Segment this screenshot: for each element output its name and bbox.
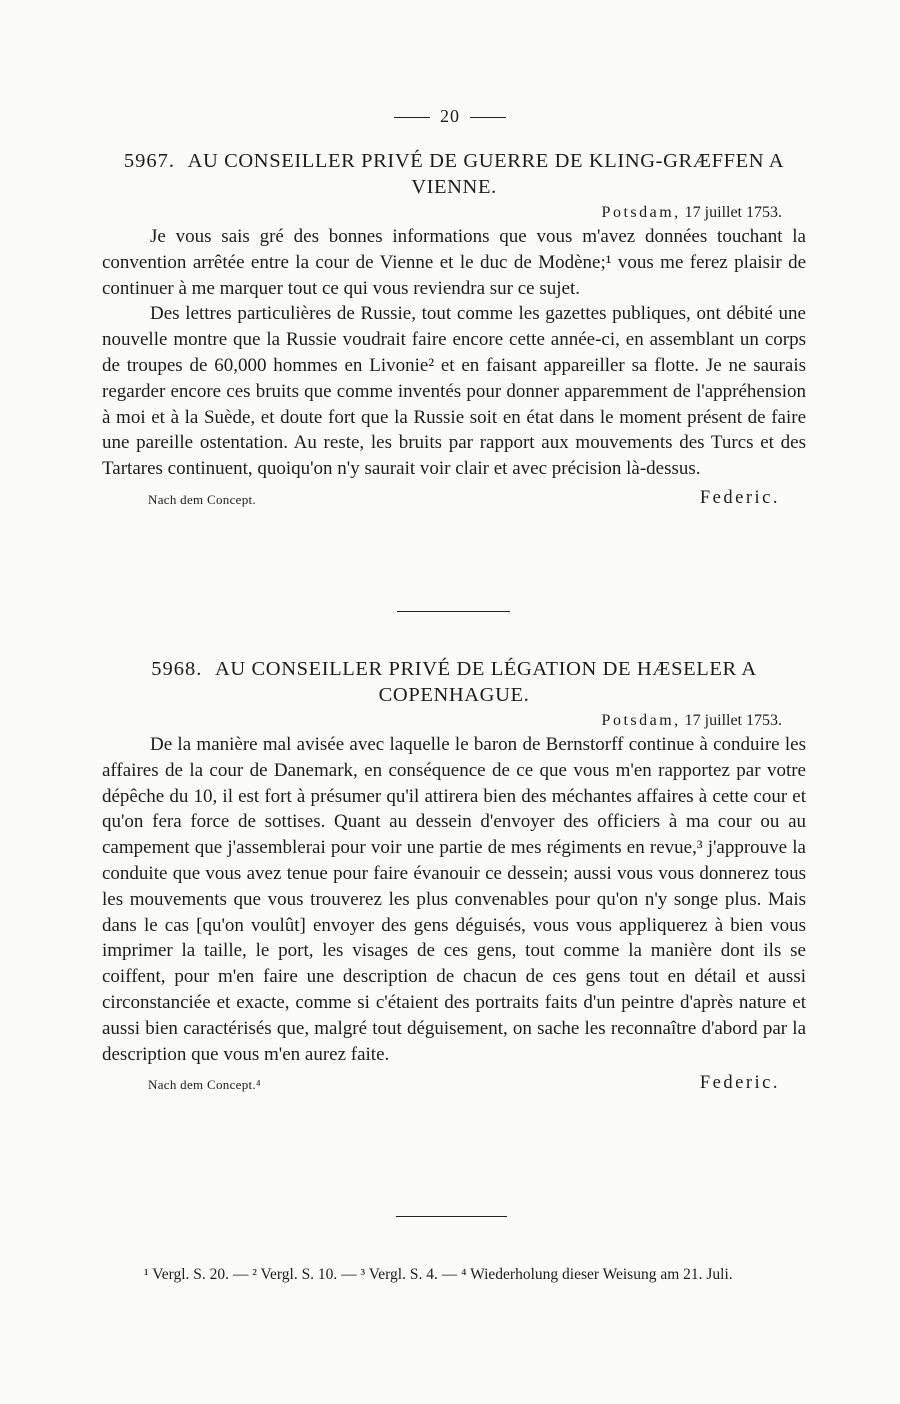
page-number-dash-left	[394, 117, 430, 118]
dateline-place: Potsdam,	[601, 204, 681, 221]
letter-paragraph: De la manière mal avisée avec laquelle le baron de Bernstorff continue à conduire les affaires de la cour de Danemark, en conséquence de ce que vous m'en rapportez par votre dépêche du 10, il est fort à présumer qu'il attirera bien des méchantes affaires à cette cour et qu'on fera force de sottises. Quant au dessein d'envoyer des officiers à ma cour ou au campement que j'assemblerai pour voir une partie de mes régiments en revue,³ j'approuve la conduite que vous avez tenue pour faire évanouir ce dessein; aussi vous vous donnerez tous les mouvements que vous trouverez les plus convenables pour qu'on n'y songe plus. Mais dans le cas [qu'on voulût] envoyer des gens déguisés, vous vous appliquerez à bien vous imprimer la taille, le port, les visages de ces gens, tout comme la manière dont ils se coiffent, pour m'en faire une description de chacun de ces gens tout en détail et aussi circonstanciée et exacte, comme si c'étaient des portraits faits d'un peintre d'après nature et aussi bien caractérisés que, malgré tout déguisement, on sache les reconnaître d'abord par la description que vous m'en aurez faite.	[102, 734, 806, 1065]
source-note: Nach dem Concept.⁴	[148, 1077, 261, 1093]
dateline	[102, 710, 806, 732]
letter-title: AU CONSEILLER PRIVÉ DE GUERRE DE KLING-GRÆFFEN A VIENNE.	[187, 150, 785, 198]
letter-number: 5968.	[151, 658, 203, 680]
page-number-dash-right	[470, 117, 506, 118]
source-note: Nach dem Concept.	[148, 491, 256, 507]
dateline-place: Potsdam,	[601, 712, 681, 729]
letter-number: 5967.	[123, 150, 175, 172]
signature: Federic.	[699, 1073, 780, 1094]
dateline	[102, 202, 806, 224]
letter-title: AU CONSEILLER PRIVÉ DE LÉGATION DE HÆSELER A COPENHAGUE.	[215, 658, 757, 706]
section-divider	[397, 611, 510, 612]
letter-heading	[102, 148, 806, 200]
page-number-value: 20	[440, 106, 460, 126]
letter-paragraph: Je vous sais gré des bonnes informations que vous m'avez données touchant la convention arrêtée entre la cour de Vienne et le duc de Modène;¹ vous me ferez plaisir de continuer à me marquer tout ce qui vous reviendra sur ce sujet.	[102, 226, 806, 299]
page-number	[0, 106, 900, 127]
letter-heading	[102, 656, 806, 708]
signature-row	[102, 488, 806, 518]
section-divider	[396, 1216, 507, 1217]
letter-5967	[102, 148, 806, 518]
dateline-date: 17 juillet 1753.	[684, 712, 782, 729]
signature-row	[102, 1073, 806, 1103]
footnotes: ¹ Vergl. S. 20. — ² Vergl. S. 10. — ³ Vergl. S. 4. — ⁴ Wiederholung dieser Weisung am 21. Juli.	[144, 1266, 733, 1283]
letter-5968	[102, 656, 806, 1103]
letter-paragraph: Des lettres particulières de Russie, tout comme les gazettes publiques, ont débité une nouvelle montre que la Russie voudrait faire encore cette année-ci, en assemblant un corps de troupes de 60,000 hommes en Livonie² et en faisant appareiller sa flotte. Je ne saurais regarder encore ces bruits que comme inventés pour donner apparemment de l'appréhension à moi et à la Suède, et doute fort que la Russie soit en état dans le moment présent de faire une pareille ostentation. Au reste, les bruits par rapport aux mouvements des Turcs et des Tartares continuent, quoiqu'on n'y saurait voir clair et avec précision là-dessus.	[102, 303, 806, 480]
signature: Federic.	[699, 487, 780, 508]
dateline-date: 17 juillet 1753.	[684, 204, 782, 221]
